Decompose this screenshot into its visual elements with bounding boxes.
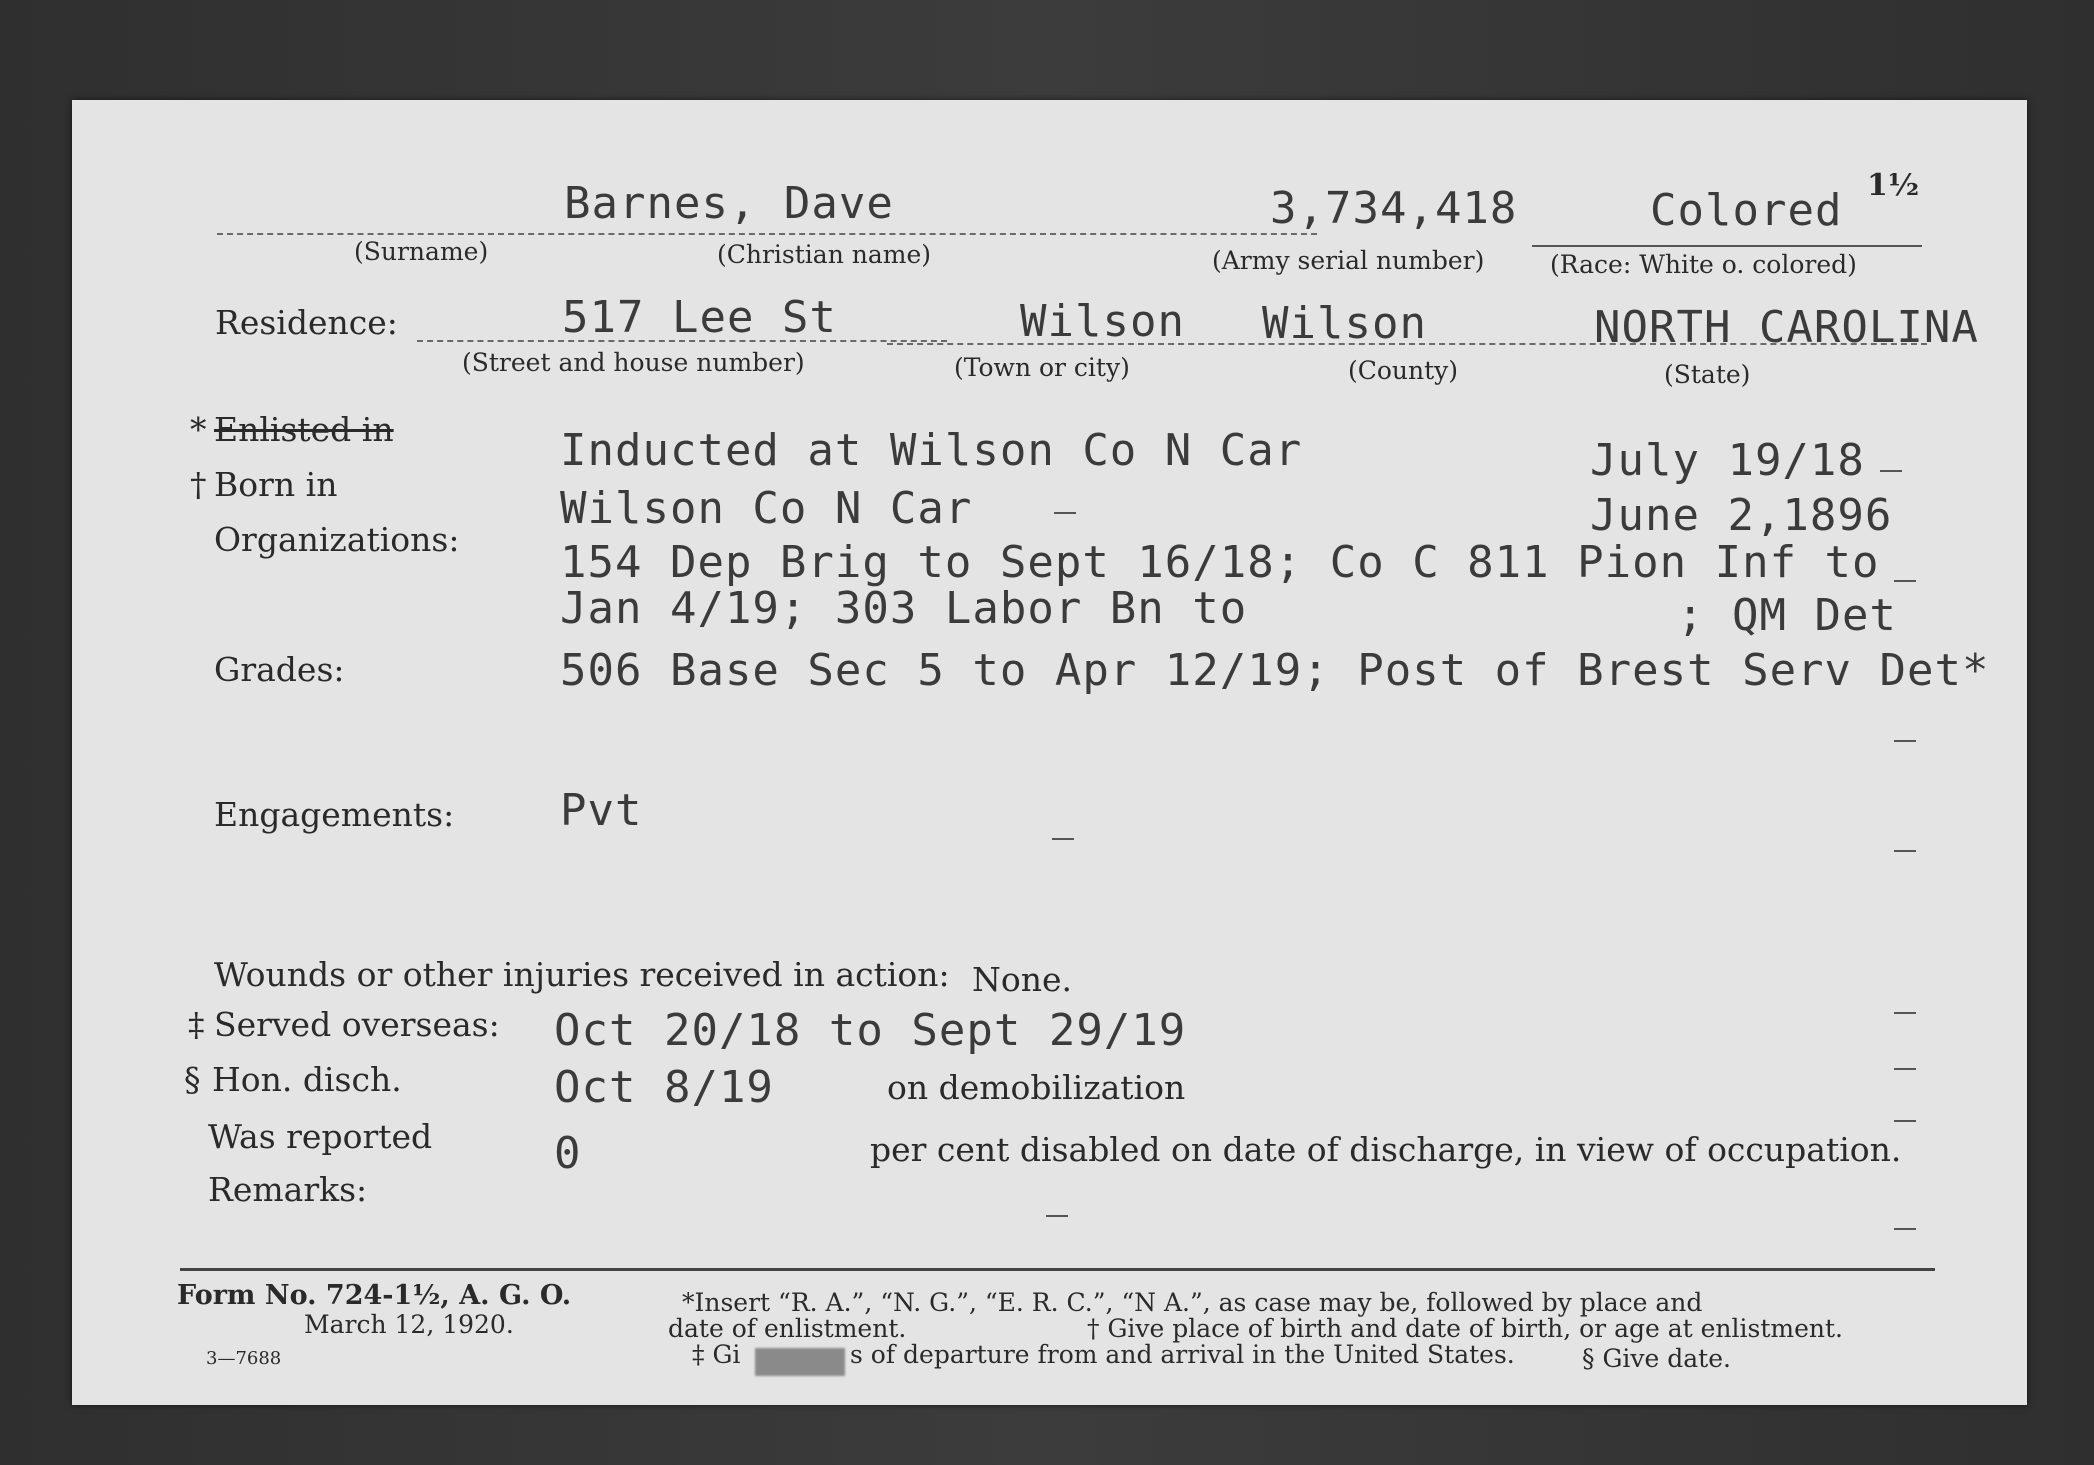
dash-mark bbox=[1894, 740, 1916, 742]
state-value: NORTH CAROLINA bbox=[1594, 302, 1979, 353]
organizations-label: Organizations: bbox=[214, 520, 460, 559]
born-label: Born in bbox=[214, 465, 338, 504]
corner-number: 1½ bbox=[1867, 168, 1920, 203]
race-value: Colored bbox=[1650, 185, 1843, 236]
dash-mark bbox=[1894, 1012, 1916, 1014]
born-date: June 2,1896 bbox=[1590, 490, 1893, 541]
race-line bbox=[1532, 245, 1922, 247]
street-label: (Street and house number) bbox=[462, 348, 805, 377]
organizations-line-2: Jan 4/19; 303 Labor Bn to bbox=[560, 583, 1248, 634]
surname-label: (Surname) bbox=[354, 237, 489, 266]
footnote-2: date of enlistment. bbox=[668, 1314, 907, 1343]
enlisted-label: Enlisted in bbox=[214, 410, 394, 449]
dash-mark bbox=[1894, 1228, 1916, 1230]
town-value: Wilson bbox=[1020, 296, 1185, 347]
form-number: Form No. 724-1½, A. G. O. bbox=[177, 1280, 572, 1311]
organizations-line-3: 506 Base Sec 5 to Apr 12/19; Post of Brest Serv Det* bbox=[560, 645, 1990, 696]
dash-mark bbox=[1894, 1120, 1916, 1122]
redaction-mark bbox=[755, 1348, 845, 1376]
footnote-3a: ‡ Gi bbox=[692, 1340, 741, 1369]
dash-mark bbox=[1894, 850, 1916, 852]
christian-name-label: (Christian name) bbox=[717, 240, 932, 269]
enlisted-value: Inducted at Wilson Co N Car bbox=[560, 425, 1303, 476]
race-label: (Race: White o. colored) bbox=[1550, 250, 1857, 279]
serial-value: 3,734,418 bbox=[1270, 183, 1518, 234]
footnote-3c: § Give date. bbox=[1582, 1344, 1731, 1373]
wounds-value: None. bbox=[972, 960, 1073, 999]
footer-rule bbox=[180, 1268, 1935, 1271]
discharge-label: Hon. disch. bbox=[212, 1060, 402, 1099]
dash-mark bbox=[1054, 512, 1076, 514]
discharge-mark: § bbox=[184, 1060, 201, 1099]
state-label: (State) bbox=[1664, 360, 1751, 389]
dash-mark bbox=[1880, 470, 1902, 472]
town-label: (Town or city) bbox=[954, 353, 1130, 382]
form-date: March 12, 1920. bbox=[304, 1310, 514, 1339]
engagements-label: Engagements: bbox=[214, 795, 455, 834]
discharge-value: Oct 8/19 bbox=[554, 1062, 774, 1113]
serial-label: (Army serial number) bbox=[1212, 246, 1485, 275]
dash-mark bbox=[1046, 1215, 1068, 1217]
county-value: Wilson bbox=[1262, 298, 1427, 349]
name-value: Barnes, Dave bbox=[564, 178, 894, 229]
grades-label: Grades: bbox=[214, 650, 345, 689]
footnote-1: *Insert “R. A.”, “N. G.”, “E. R. C.”, “N A.”, as case may be, followed by place and bbox=[682, 1288, 1703, 1317]
dash-mark bbox=[1052, 838, 1074, 840]
footnote-2b: † Give place of birth and date of birth, or age at enlistment. bbox=[1087, 1314, 1843, 1343]
reported-note: per cent disabled on date of discharge, in view of occupation. bbox=[870, 1130, 1902, 1169]
name-line bbox=[217, 233, 1317, 235]
born-value: Wilson Co N Car bbox=[560, 483, 973, 534]
grades-value: Pvt bbox=[560, 785, 643, 836]
street-line bbox=[417, 340, 947, 342]
wounds-label: Wounds or other injuries received in action: bbox=[214, 955, 950, 994]
discharge-note: on demobilization bbox=[887, 1068, 1186, 1107]
footnote-3b: s of departure from and arrival in the United States. bbox=[850, 1340, 1515, 1369]
town-county-state-line bbox=[887, 343, 1927, 345]
remarks-label: Remarks: bbox=[208, 1170, 368, 1209]
residence-label: Residence: bbox=[215, 303, 398, 342]
street-value: 517 Lee St bbox=[562, 292, 837, 343]
county-label: (County) bbox=[1348, 356, 1459, 385]
enlisted-date: July 19/18 bbox=[1590, 435, 1865, 486]
reported-label: Was reported bbox=[208, 1117, 433, 1156]
organizations-line-1: 154 Dep Brig to Sept 16/18; Co C 811 Pion Inf to bbox=[560, 537, 1880, 588]
born-mark: † bbox=[190, 465, 207, 504]
reported-value: 0 bbox=[554, 1128, 582, 1179]
overseas-label: Served overseas: bbox=[214, 1005, 500, 1044]
enlisted-mark: * bbox=[190, 410, 207, 449]
dash-mark bbox=[1894, 580, 1916, 582]
organizations-line-2b: ; QM Det bbox=[1677, 590, 1897, 641]
form-code: 3—7688 bbox=[206, 1348, 282, 1369]
service-record-card bbox=[72, 100, 2027, 1405]
dash-mark bbox=[1894, 1068, 1916, 1070]
overseas-mark: ‡ bbox=[188, 1005, 205, 1044]
overseas-value: Oct 20/18 to Sept 29/19 bbox=[554, 1005, 1187, 1056]
